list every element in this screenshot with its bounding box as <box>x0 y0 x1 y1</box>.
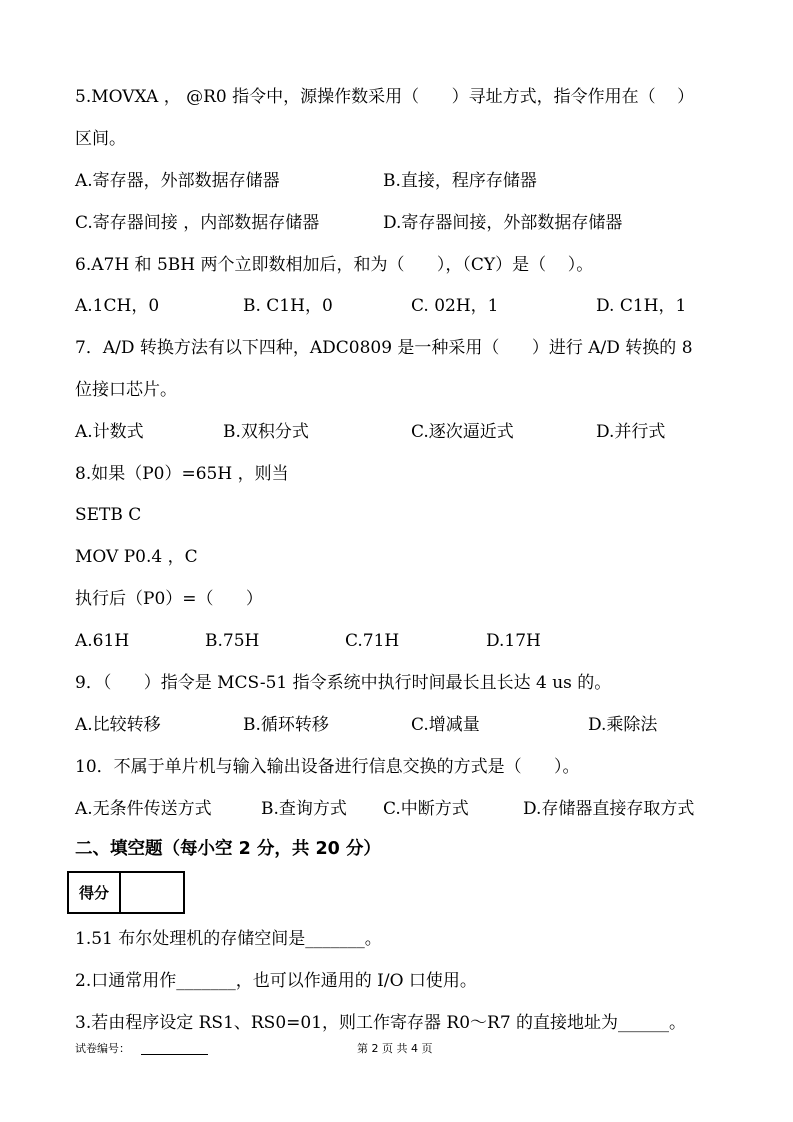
q7-option-b: B.双积分式 <box>223 422 309 442</box>
fill-blank-1: 1.51 布尔处理机的存储空间是_______。 <box>75 929 382 949</box>
q7-stem-cont: 位接口芯片。 <box>75 380 177 400</box>
q8-code-line-1: SETB C <box>75 505 142 525</box>
q7-option-d: D.并行式 <box>596 422 666 442</box>
q8-code-line-2: MOV P0.4 ，C <box>75 547 198 567</box>
score-input-cell[interactable] <box>121 873 183 912</box>
section-2-heading: 二、填空题（每小空 2 分，共 20 分） <box>75 839 381 859</box>
q7-option-c: C.逐次逼近式 <box>411 422 514 442</box>
q8-result: 执行后（P0）=（ ） <box>75 589 263 609</box>
q6-option-d: D. C1H，1 <box>596 296 687 316</box>
q10-option-b: B.查询方式 <box>261 799 347 819</box>
q10-stem: 10．不属于单片机与输入输出设备进行信息交换的方式是（ ）。 <box>75 757 580 777</box>
q6-option-c: C. 02H，1 <box>411 296 499 316</box>
q8-stem: 8.如果（P0）=65H ，则当 <box>75 464 289 484</box>
q10-option-a: A.无条件传送方式 <box>75 799 212 819</box>
q6-option-a: A.1CH，0 <box>75 296 160 316</box>
score-box <box>67 871 185 914</box>
q5-option-a: A.寄存器，外部数据存储器 <box>75 171 280 191</box>
q9-option-c: C.增减量 <box>411 715 480 735</box>
q5-stem-cont: 区间。 <box>75 129 126 149</box>
q8-option-b: B.75H <box>205 631 260 651</box>
q5-stem: 5.MOVXA ， @R0 指令中，源操作数采用（ ）寻址方式，指令作用在（ ） <box>75 87 695 107</box>
paper-number-blank <box>141 1054 208 1055</box>
q9-option-b: B.循环转移 <box>243 715 329 735</box>
q7-option-a: A.计数式 <box>75 422 144 442</box>
q6-option-b: B. C1H，0 <box>243 296 333 316</box>
q10-option-c: C.中断方式 <box>383 799 469 819</box>
q5-option-c: C.寄存器间接 ，内部数据存储器 <box>75 213 320 233</box>
q9-option-d: D.乘除法 <box>588 715 658 735</box>
q6-stem: 6.A7H 和 5BH 两个立即数相加后，和为（ ），（CY）是（ ）。 <box>75 255 594 275</box>
fill-blank-2: 2.口通常用作_______，也可以作通用的 I/O 口使用。 <box>75 971 477 991</box>
page-info: 第 2 页 共 4 页 <box>357 1042 433 1055</box>
q8-option-c: C.71H <box>345 631 400 651</box>
q10-option-d: D.存储器直接存取方式 <box>523 799 695 819</box>
q9-stem: 9．（ ）指令是 MCS-51 指令系统中执行时间最长且长达 4 us 的。 <box>75 673 612 693</box>
q7-stem: 7．A/D 转换方法有以下四种，ADC0809 是一种采用（ ）进行 A/D 转换的 8 <box>75 338 693 358</box>
q8-option-d: D.17H <box>486 631 541 651</box>
paper-number-label: 试卷编号： <box>75 1042 130 1055</box>
q5-option-b: B.直接，程序存储器 <box>383 171 537 191</box>
q8-option-a: A.61H <box>75 631 130 651</box>
score-label: 得分 <box>69 873 121 912</box>
q5-option-d: D.寄存器间接，外部数据存储器 <box>383 213 623 233</box>
q9-option-a: A.比较转移 <box>75 715 161 735</box>
fill-blank-3: 3.若由程序设定 RS1、RS0=01，则工作寄存器 R0～R7 的直接地址为______。 <box>75 1013 687 1033</box>
